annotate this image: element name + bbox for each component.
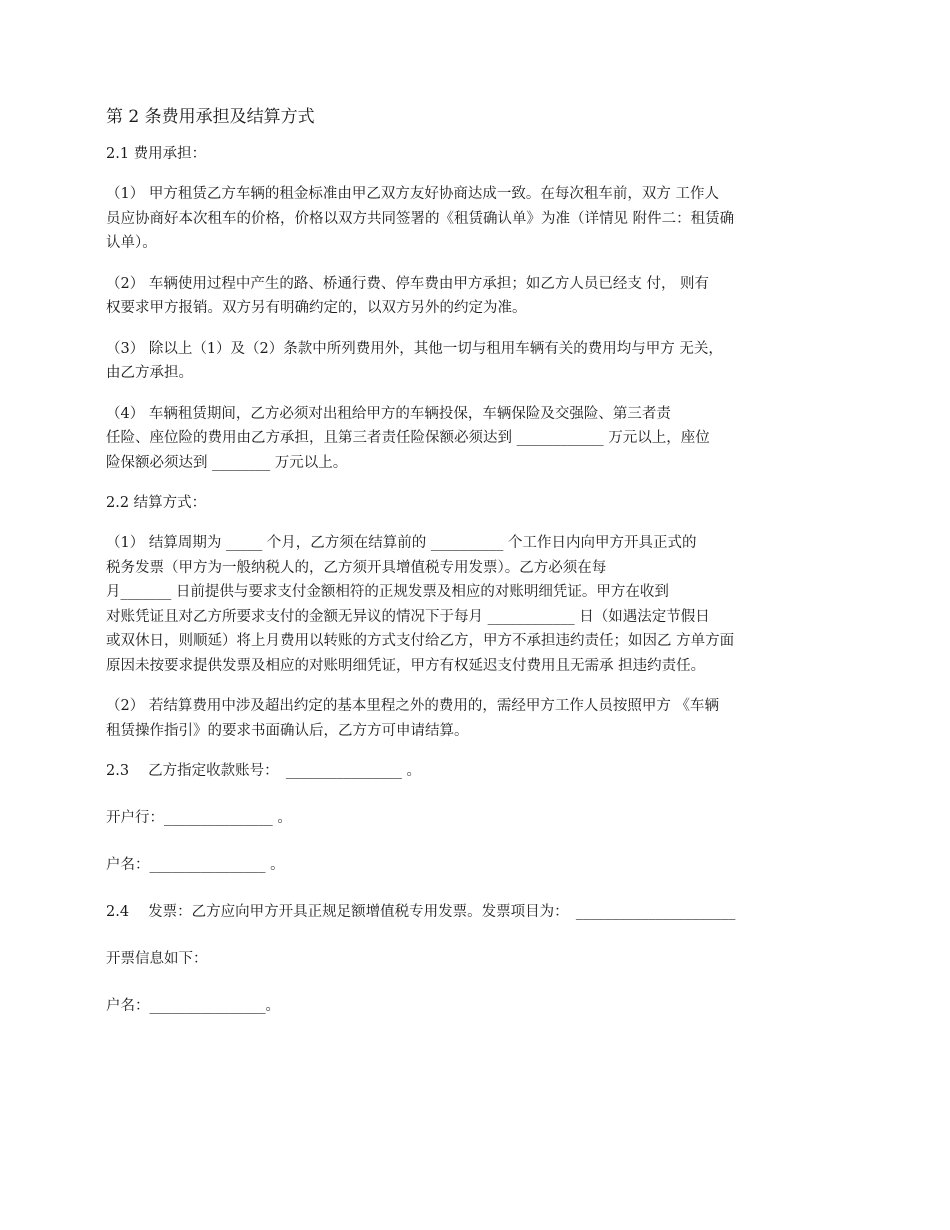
text-line: 租赁操作指引》的要求书面确认后，乙方方可申请结算。 <box>106 722 469 739</box>
section-heading: 第 2 条费用承担及结算方式 <box>106 107 315 127</box>
text-line: 由乙方承担。 <box>106 365 193 381</box>
invoice-info-title: 开票信息如下： <box>106 951 208 967</box>
paragraph-2-1-4 <box>106 402 824 476</box>
paragraph-2-1-1 <box>106 182 824 256</box>
text-line: 员应协商好本次租车的价格，价格以双方共同签署的《租赁确认单》为准（详情见 附件二：租赁确 <box>106 210 735 227</box>
text-line: （1） 结算周期为 _____ 个月，乙方须在结算前的 __________ 个工作日内向甲方开具正式的 <box>106 535 697 551</box>
invoice-name-field: 户名：________________。 <box>106 998 280 1014</box>
text-line: （1） 甲方租赁乙方车辆的租金标准由甲乙双方友好协商达成一致。在每次租车前，双方 工作人 <box>106 186 719 202</box>
text-line: （3） 除以上（1）及（2）条款中所列费用外，其他一切与租用车辆有关的费用均与甲方 无关， <box>106 340 723 357</box>
subsection-title-2-1: 2.1 费用承担： <box>106 146 207 162</box>
opening-bank-field: 开户行：_______________ 。 <box>106 810 292 826</box>
text-line: 或双休日，则顺延）将上月费用以转账的方式支付给乙方，甲方不承担违约责任；如因乙 方单方面 <box>106 633 735 649</box>
account-name-field: 户名：________________ 。 <box>106 857 285 873</box>
text-line: （2） 车辆使用过程中产生的路、桥通行费、停车费由甲方承担；如乙方人员已经支 付， 则有 <box>106 275 710 292</box>
text-line: 税务发票（甲方为一般纳税人的，乙方须开具增值税专用发票）。乙方必须在每 <box>106 559 607 576</box>
paragraph-2-2-1 <box>106 531 824 678</box>
subsection-title-2-2: 2.2 结算方式： <box>106 495 207 511</box>
text-line: 月_______ 日前提供与要求支付金额相符的正规发票及相应的对账明细凭证。甲方在收到 <box>106 584 669 600</box>
paragraph-2-1-2 <box>106 272 824 321</box>
payee-account-field: 2.3 乙方指定收款账号： ________________ 。 <box>106 763 422 779</box>
text-line: 认单）。 <box>106 235 157 251</box>
text-line: （2） 若结算费用中涉及超出约定的基本里程之外的费用的，需经甲方工作人员按照甲方 《车辆 <box>106 698 719 714</box>
text-line: 险保额必须达到 ________ 万元以上。 <box>106 454 348 471</box>
text-line: 权要求甲方报销。双方另有明确约定的，以双方另外的约定为准。 <box>106 300 527 316</box>
paragraph-2-2-2 <box>106 694 824 743</box>
text-line: （4） 车辆租赁期间，乙方必须对出租给甲方的车辆投保，车辆保险及交强险、第三者责 <box>106 405 671 422</box>
document-page <box>106 104 824 1041</box>
text-line: 对账凭证且对乙方所要求支付的金额无异议的情况下于每月 ____________ 日（如遇法定节假日 <box>106 608 710 625</box>
paragraph-2-1-3 <box>106 337 824 386</box>
invoice-item-field: 2.4 发票：乙方应向甲方开具正规足额增值税专用发票。发票项目为： ______________________ <box>106 904 736 920</box>
text-line: 原因未按要求提供发票及相应的对账明细凭证，甲方有权延迟支付费用且无需承 担违约责任。 <box>106 657 706 674</box>
text-line: 任险、座位险的费用由乙方承担，且第三者责任险保额必须达到 ____________ 万元以上，座位 <box>106 430 710 446</box>
